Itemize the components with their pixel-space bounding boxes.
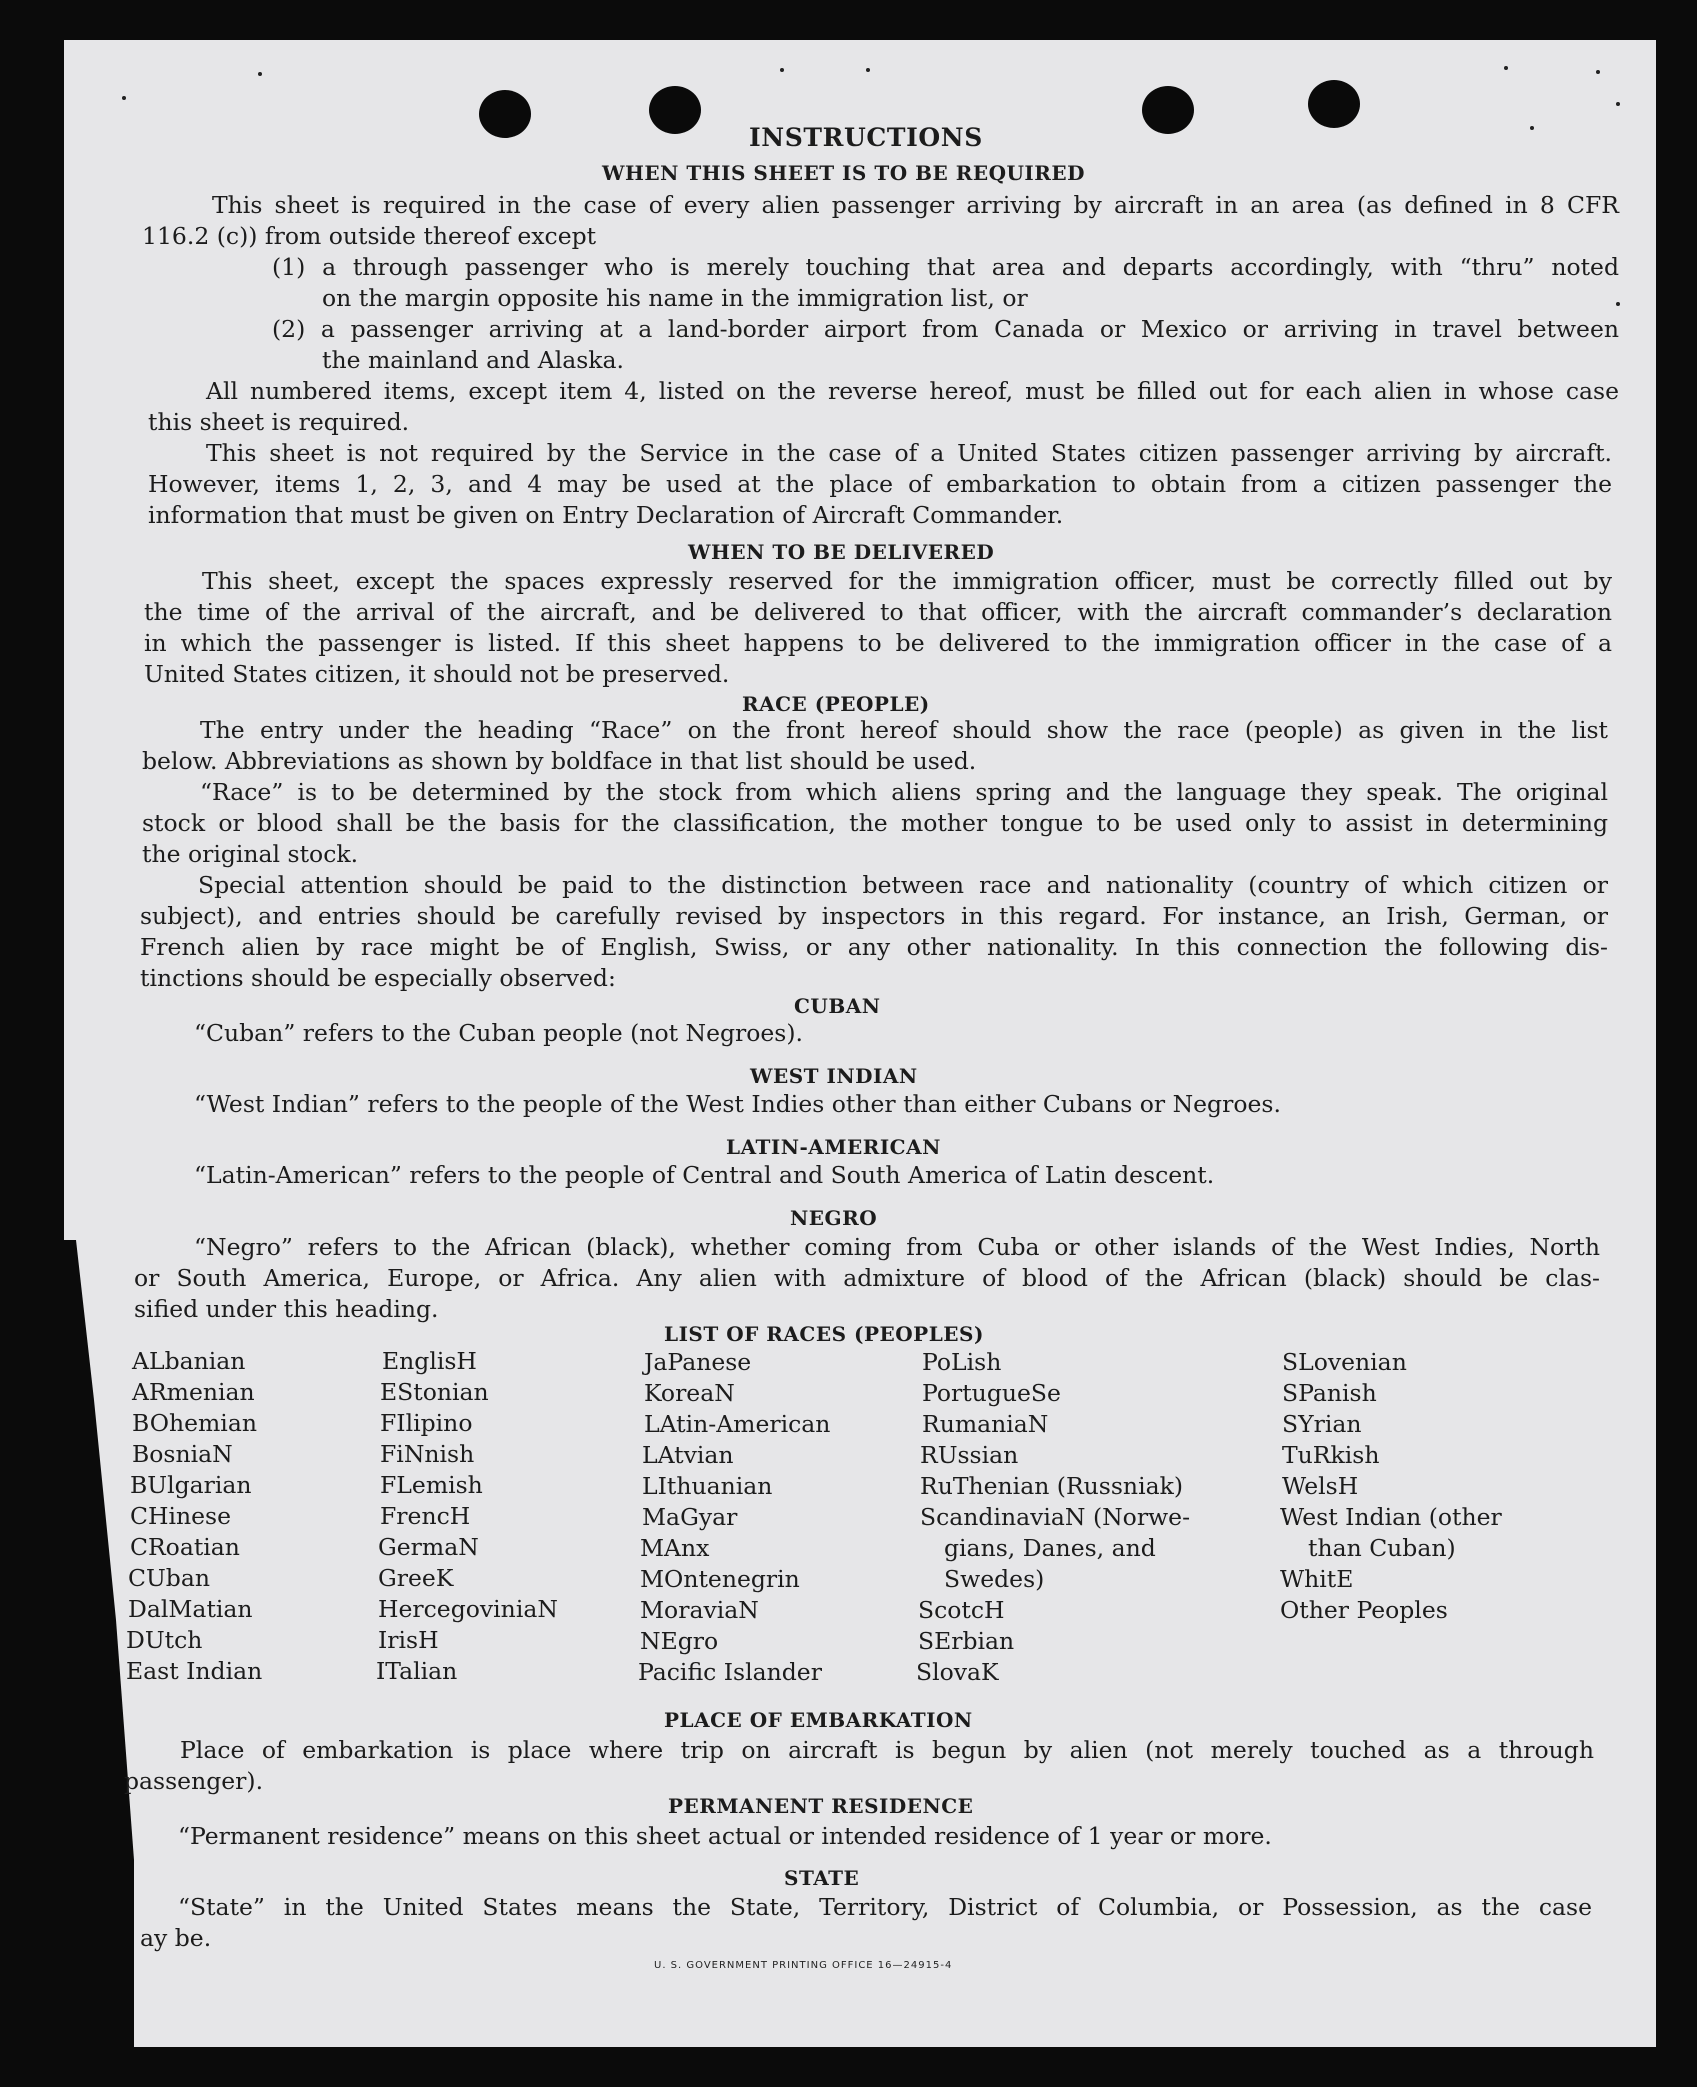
paragraph-line: subject), and entries should be carefully revised by inspectors in this regard. For instance, an Irish, German, or <box>140 902 1608 930</box>
paragraph-line: The entry under the heading “Race” on the front hereof should show the race (people) as given in the list <box>200 716 1608 744</box>
race-entry: DUtch <box>126 1626 203 1654</box>
paragraph-line: stock or blood shall be the basis for the classification, the mother tongue to be used only to assist in determining <box>142 809 1608 837</box>
paragraph-line: 116.2 (c)) from outside thereof except <box>142 222 597 250</box>
race-entry: RuThenian (Russniak) <box>920 1472 1183 1500</box>
page-title: INSTRUCTIONS <box>749 123 983 152</box>
race-entry: FLemish <box>380 1471 483 1499</box>
paragraph-line: “Permanent residence” means on this sheet actual or intended residence of 1 year or more. <box>178 1822 1272 1850</box>
race-entry: ScandinaviaN (Norwe- <box>920 1503 1191 1531</box>
race-entry: West Indian (other <box>1280 1503 1502 1531</box>
race-entry: ALbanian <box>132 1347 246 1375</box>
heading-state: STATE <box>784 1866 860 1890</box>
race-entry: JaPanese <box>644 1348 752 1376</box>
punch-hole <box>649 86 701 134</box>
race-entry: LAtin-American <box>644 1410 831 1438</box>
heading-negro: NEGRO <box>790 1206 878 1230</box>
paragraph-line: United States citizen, it should not be preserved. <box>144 660 730 688</box>
printer-imprint: U. S. GOVERNMENT PRINTING OFFICE 16—24915-4 <box>654 1960 953 1971</box>
race-entry: SErbian <box>918 1627 1015 1655</box>
race-entry: RumaniaN <box>922 1410 1049 1438</box>
race-entry: HercegoviniaN <box>378 1595 558 1623</box>
race-entry: RUssian <box>920 1441 1019 1469</box>
speck <box>122 96 126 100</box>
paragraph-line: the original stock. <box>142 840 359 868</box>
paragraph-line: information that must be given on Entry Declaration of Aircraft Commander. <box>148 501 1064 529</box>
speck <box>1616 102 1620 106</box>
paragraph-line: This sheet, except the spaces expressly reserved for the immigration officer, must be correctly filled out by <box>202 567 1612 595</box>
heading-cuban: CUBAN <box>794 994 881 1018</box>
race-entry: PortugueSe <box>922 1379 1061 1407</box>
race-entry: Pacific Islander <box>638 1658 822 1686</box>
document-page <box>64 40 1656 2047</box>
heading-permanent-residence: PERMANENT RESIDENCE <box>668 1794 974 1818</box>
race-entry: WelsH <box>1282 1472 1359 1500</box>
paragraph-line: passenger). <box>124 1767 264 1795</box>
paragraph-line: All numbered items, except item 4, listed on the reverse hereof, must be filled out for each alien in whose case <box>206 377 1619 405</box>
race-entry: GermaN <box>378 1533 479 1561</box>
list-item-line: on the margin opposite his name in the immigration list, or <box>322 284 1028 312</box>
paragraph-line: the time of the arrival of the aircraft, and be delivered to that officer, with the aircraft commander’s declaration <box>144 598 1612 626</box>
list-item-line: the mainland and Alaska. <box>322 346 625 374</box>
race-entry: SlovaK <box>916 1658 999 1686</box>
speck <box>1530 126 1534 130</box>
torn-edge <box>64 1240 134 2047</box>
heading-when-delivered: WHEN TO BE DELIVERED <box>688 540 995 564</box>
speck <box>866 68 870 72</box>
speck <box>1616 302 1620 306</box>
speck <box>258 72 262 76</box>
paragraph-line: “West Indian” refers to the people of the West Indies other than either Cubans or Negroes. <box>194 1090 1281 1118</box>
paragraph-line: in which the passenger is listed. If this sheet happens to be delivered to the immigration officer in the case of a <box>144 629 1612 657</box>
speck <box>780 68 784 72</box>
punch-hole <box>1308 80 1360 128</box>
race-entry: NEgro <box>640 1627 719 1655</box>
heading-race: RACE (PEOPLE) <box>742 692 930 716</box>
punch-hole <box>1142 86 1194 134</box>
speck <box>1596 70 1600 74</box>
race-entry: gians, Danes, and <box>944 1534 1156 1562</box>
race-entry: ARmenian <box>132 1378 255 1406</box>
speck <box>1504 66 1508 70</box>
race-entry: EnglisH <box>382 1347 477 1375</box>
paragraph-line: tinctions should be especially observed: <box>140 964 616 992</box>
punch-hole <box>479 90 531 138</box>
paragraph-line: below. Abbreviations as shown by boldface in that list should be used. <box>142 747 977 775</box>
paragraph-line: This sheet is not required by the Service in the case of a United States citizen passenger arriving by aircraft. <box>206 439 1612 467</box>
race-entry: Other Peoples <box>1280 1596 1448 1624</box>
paragraph-line: French alien by race might be of English, Swiss, or any other nationality. In this connection the following dis- <box>140 933 1608 961</box>
paragraph-line: or South America, Europe, or Africa. Any alien with admixture of blood of the African (black) should be clas- <box>134 1264 1600 1292</box>
paragraph-line: “Negro” refers to the African (black), whether coming from Cuba or other islands of the West Indies, North <box>194 1233 1600 1261</box>
race-entry: SYrian <box>1282 1410 1362 1438</box>
race-entry: PoLish <box>922 1348 1002 1376</box>
heading-place-of-embarkation: PLACE OF EMBARKATION <box>664 1708 973 1732</box>
race-entry: GreeK <box>378 1564 454 1592</box>
heading-list-of-races: LIST OF RACES (PEOPLES) <box>664 1322 984 1346</box>
race-entry: Swedes) <box>944 1565 1045 1593</box>
race-entry: MAnx <box>640 1534 710 1562</box>
paragraph-line: Special attention should be paid to the distinction between race and nationality (country of which citizen or <box>198 871 1608 899</box>
race-entry: CRoatian <box>130 1533 240 1561</box>
race-entry: BOhemian <box>132 1409 257 1437</box>
paragraph-line: However, items 1, 2, 3, and 4 may be used at the place of embarkation to obtain from a citizen passenger the <box>148 470 1612 498</box>
list-item-line: (1) a through passenger who is merely touching that area and departs accordingly, with “thru” noted <box>272 253 1619 281</box>
race-entry: ScotcH <box>918 1596 1005 1624</box>
race-entry: than Cuban) <box>1308 1534 1456 1562</box>
paragraph-line: “Latin-American” refers to the people of Central and South America of Latin descent. <box>194 1161 1215 1189</box>
race-entry: LIthuanian <box>642 1472 773 1500</box>
race-entry: East Indian <box>126 1657 263 1685</box>
race-entry: SLovenian <box>1282 1348 1407 1376</box>
heading-latin-american: LATIN-AMERICAN <box>726 1135 941 1159</box>
race-entry: WhitE <box>1280 1565 1354 1593</box>
race-entry: ITalian <box>376 1657 458 1685</box>
race-entry: CHinese <box>130 1502 231 1530</box>
race-entry: IrisH <box>378 1626 439 1654</box>
list-item-line: (2) a passenger arriving at a land-border airport from Canada or Mexico or arriving in travel between <box>272 315 1619 343</box>
paragraph-line: Place of embarkation is place where trip on aircraft is begun by alien (not merely touched as a through <box>180 1736 1594 1764</box>
paragraph-line: “State” in the United States means the State, Territory, District of Columbia, or Possession, as the case <box>178 1893 1592 1921</box>
race-entry: FiNnish <box>380 1440 475 1468</box>
paragraph-line: this sheet is required. <box>148 408 410 436</box>
race-entry: KoreaN <box>644 1379 735 1407</box>
race-entry: MOntenegrin <box>640 1565 800 1593</box>
heading-west-indian: WEST INDIAN <box>750 1064 918 1088</box>
paragraph-line: ay be. <box>140 1924 212 1952</box>
race-entry: BUlgarian <box>130 1471 252 1499</box>
race-entry: MoraviaN <box>640 1596 759 1624</box>
race-entry: TuRkish <box>1282 1441 1380 1469</box>
race-entry: FIlipino <box>380 1409 473 1437</box>
race-entry: LAtvian <box>642 1441 734 1469</box>
paragraph-line: sified under this heading. <box>134 1295 439 1323</box>
race-entry: EStonian <box>380 1378 489 1406</box>
paragraph-line: This sheet is required in the case of every alien passenger arriving by aircraft in an area (as defined in 8 CFR <box>212 191 1619 219</box>
paragraph-line: “Race” is to be determined by the stock from which aliens spring and the language they speak. The original <box>200 778 1608 806</box>
race-entry: MaGyar <box>642 1503 738 1531</box>
race-entry: SPanish <box>1282 1379 1377 1407</box>
race-entry: CUban <box>128 1564 210 1592</box>
race-entry: DalMatian <box>128 1595 253 1623</box>
heading-when-required: WHEN THIS SHEET IS TO BE REQUIRED <box>602 161 1085 185</box>
race-entry: FrencH <box>380 1502 471 1530</box>
race-entry: BosniaN <box>132 1440 233 1468</box>
paragraph-line: “Cuban” refers to the Cuban people (not Negroes). <box>194 1019 804 1047</box>
